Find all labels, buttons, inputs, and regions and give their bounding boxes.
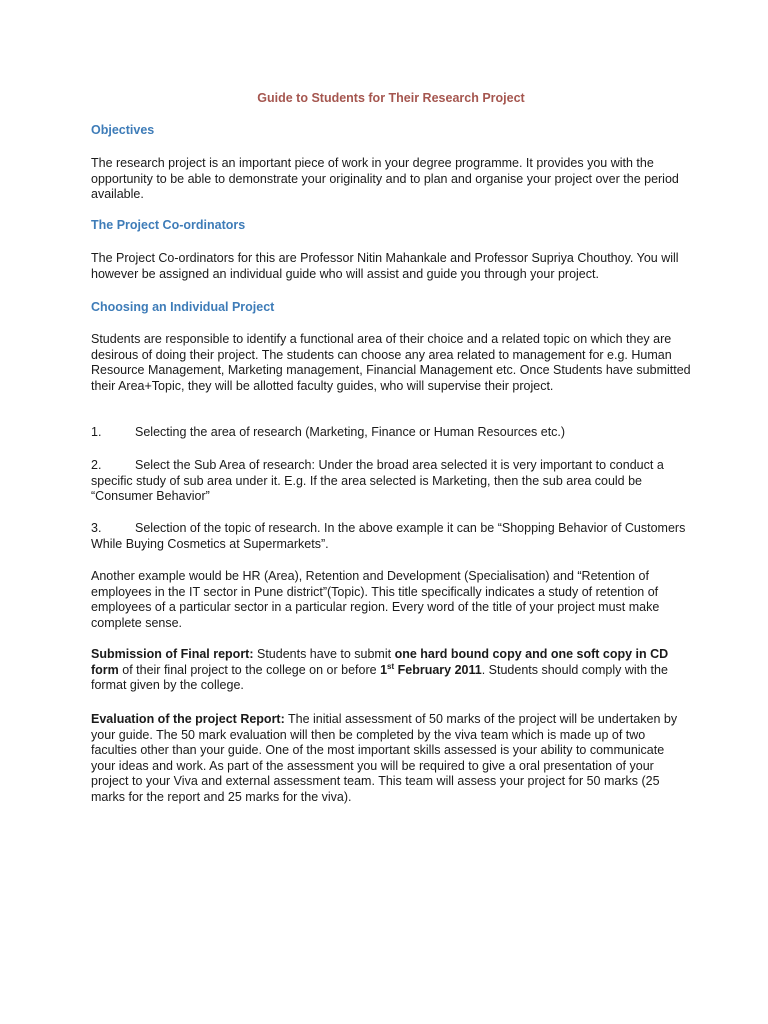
list-item [91,425,691,441]
document-title: Guide to Students for Their Research Project [257,91,525,105]
submission-text-3: . Students should comply with the format given by the college. [91,662,668,692]
objectives-paragraph: The research project is an important piece of work in your degree programme. It provides you with the opportunity to be able to demonstrate your originality and to plan and organise your project over the period available. [91,156,679,201]
submission-date-month-year: February 2011 [394,662,482,677]
evaluation-paragraph [91,712,691,805]
list-item [91,458,691,505]
submission-date-suffix: st [387,661,395,671]
list-item-text: Select the Sub Area of research: Under the broad area selected it is very important to conduct a specific study of sub area under it. E.g. If the area selected is Marketing, then the sub area could be “Consumer Behavior” [91,458,664,503]
coordinators-paragraph: The Project Co-ordinators for this are Professor Nitin Mahankale and Professor Supriya Chouthoy. You will however be assigned an individual guide who will assist and guide you through your project. [91,251,679,281]
submission-text-1: Students have to submit [253,647,395,661]
submission-bold-text: one hard bound copy and one soft copy in CD form [91,647,669,677]
submission-paragraph [91,647,691,694]
list-item-number: 3. [91,521,102,535]
list-item-number: 1. [91,425,102,439]
submission-date-day: 1 [380,662,388,677]
objectives-heading: Objectives [91,123,155,137]
submission-date [380,663,482,677]
coordinators-heading: The Project Co-ordinators [91,218,246,232]
list-item-number: 2. [91,458,102,472]
evaluation-text: The initial assessment of 50 marks of the project will be undertaken by your guide. The 50 mark evaluation will then be completed by the viva team which is made up of two faculties other than your guide. One of the most important skills assessed is your ability to communicate your ideas and work. As part of the assessment you will be required to give a oral presentation of your project to your Viva and external assessment team. This team will assess your project for 50 marks (25 marks for the report and 25 marks for the viva). [91,712,678,804]
evaluation-label: Evaluation of the project Report: [91,712,285,726]
list-item-text: Selection of the topic of research. In the above example it can be “Shopping Behavior of Customers While Buying Cosmetics at Supermarkets”. [91,521,686,551]
example-paragraph: Another example would be HR (Area), Retention and Development (Specialisation) and “Retention of employees in the IT sector in Pune district”(Topic). This title specifically indicates a study of retention of employees of a particular sector in a particular region. Every word of the title of your project must make complete sense. [91,569,660,630]
submission-text-2: of their final project to the college on or before [118,662,381,677]
list-item-text: Selecting the area of research (Marketing, Finance or Human Resources etc.) [135,425,566,439]
choosing-heading: Choosing an Individual Project [91,300,275,314]
submission-label: Submission of Final report: [91,647,254,661]
list-item [91,521,691,552]
choosing-paragraph: Students are responsible to identify a functional area of their choice and a related topic on which they are desirous of doing their project. The students can choose any area related to management for e.g. Human Resource Management, Marketing management, Financial Management etc. Once Students have submitted their Area+Topic, they will be allotted faculty guides, who will supervise their project. [91,332,691,393]
